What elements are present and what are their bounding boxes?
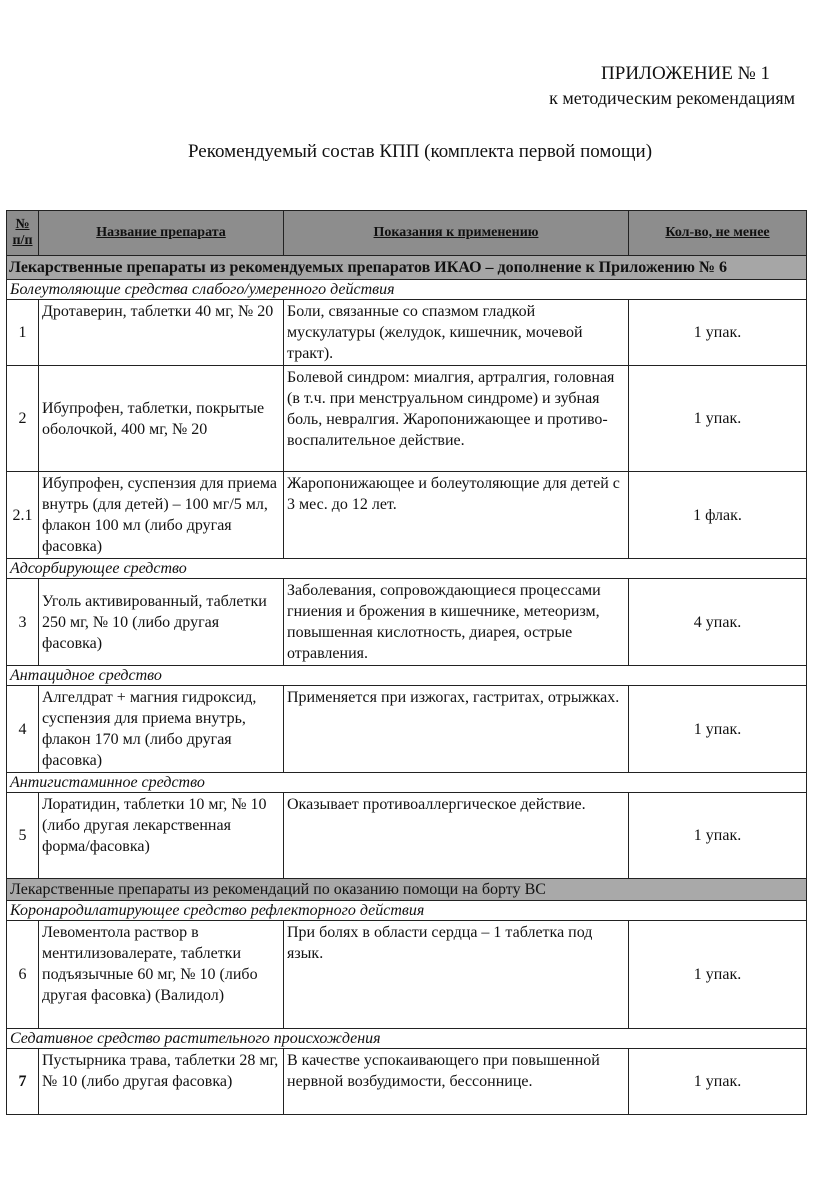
row-name: Пустырника трава, таблетки 28 мг, № 10 (либо другая фасовка): [39, 1049, 284, 1115]
section-row: [7, 879, 807, 901]
row-num: 7: [7, 1049, 39, 1115]
row-num: 2: [7, 366, 39, 472]
table-row: [7, 1049, 807, 1115]
row-indications: Болевой синдром: миалгия, артралгия, головная (в т.ч. при менструальном синдроме) и зубная боль, невралгия. Жаропонижающее и противо-воспалительное действие.: [284, 366, 629, 472]
appendix-header: [549, 62, 795, 110]
table-header-row: [7, 211, 807, 256]
category-title: Седативное средство растительного происхождения: [7, 1029, 807, 1049]
row-name: Левоментола раствор в ментилизовалерате, таблетки подъязычные 60 мг, № 10 (либо другая фасовка) (Валидол): [39, 921, 284, 1029]
row-name: Алгелдрат + магния гидроксид, суспензия для приема внутрь, флакон 170 мл (либо другая фасовка): [39, 686, 284, 773]
row-indications: Применяется при изжогах, гастритах, отрыжках.: [284, 686, 629, 773]
category-title: Антигистаминное средство: [7, 773, 807, 793]
category-title: Адсорбирующее средство: [7, 559, 807, 579]
table-row: [7, 793, 807, 879]
table-row: [7, 686, 807, 773]
header-num: № п/п: [7, 211, 39, 256]
row-qty: 1 упак.: [629, 921, 807, 1029]
category-title: Антацидное средство: [7, 666, 807, 686]
row-name: Ибупрофен, суспензия для приема внутрь (для детей) – 100 мг/5 мл, флакон 100 мл (либо другая фасовка): [39, 472, 284, 559]
row-num: 6: [7, 921, 39, 1029]
table-row: [7, 366, 807, 472]
row-name: Уголь активированный, таблетки 250 мг, № 10 (либо другая фасовка): [39, 579, 284, 666]
row-qty: 1 флак.: [629, 472, 807, 559]
category-row: [7, 1029, 807, 1049]
document-title: Рекомендуемый состав КПП (комплекта первой помощи): [187, 141, 653, 162]
header-name: Название препарата: [39, 211, 284, 256]
category-row: [7, 773, 807, 793]
table-row: [7, 300, 807, 366]
category-row: [7, 559, 807, 579]
row-indications: Заболевания, сопровождающиеся процессами гниения и брожения в кишечнике, метеоризм, повышенная кислотность, диарея, острые отравления.: [284, 579, 629, 666]
section-title: Лекарственные препараты из рекомендаций по оказанию помощи на борту ВС: [7, 879, 807, 901]
row-name: Ибупрофен, таблетки, покрытые оболочкой, 400 мг, № 20: [39, 366, 284, 472]
category-title: Коронародилатирующее средство рефлекторного действия: [7, 901, 807, 921]
row-qty: 1 упак.: [629, 300, 807, 366]
row-qty: 1 упак.: [629, 366, 807, 472]
row-num: 1: [7, 300, 39, 366]
category-row: [7, 901, 807, 921]
row-num: 4: [7, 686, 39, 773]
table-row: [7, 579, 807, 666]
section-row: [7, 256, 807, 280]
row-name: Дротаверин, таблетки 40 мг, № 20: [39, 300, 284, 366]
first-aid-kit-table: [6, 210, 807, 1115]
row-indications: В качестве успокаивающего при повышенной нервной возбудимости, бессоннице.: [284, 1049, 629, 1115]
row-indications: Оказывает противоаллергическое действие.: [284, 793, 629, 879]
row-qty: 1 упак.: [629, 793, 807, 879]
appendix-reference: к методическим рекомендациям: [549, 88, 795, 108]
row-num: 5: [7, 793, 39, 879]
section-title: Лекарственные препараты из рекомендуемых препаратов ИКАО – дополнение к Приложению № 6: [7, 256, 807, 280]
row-qty: 1 упак.: [629, 686, 807, 773]
category-row: [7, 666, 807, 686]
row-num: 3: [7, 579, 39, 666]
table-row: [7, 472, 807, 559]
category-title: Болеутоляющие средства слабого/умеренного действия: [7, 280, 807, 300]
header-qty: Кол-во, не менее: [629, 211, 807, 256]
appendix-number: ПРИЛОЖЕНИЕ № 1: [601, 63, 770, 84]
row-qty: 4 упак.: [629, 579, 807, 666]
row-qty: 1 упак.: [629, 1049, 807, 1115]
row-num: 2.1: [7, 472, 39, 559]
row-name: Лоратидин, таблетки 10 мг, № 10 (либо другая лекарственная форма/фасовка): [39, 793, 284, 879]
row-indications: При болях в области сердца – 1 таблетка под язык.: [284, 921, 629, 1029]
row-indications: Жаропонижающее и болеутоляющие для детей с 3 мес. до 12 лет.: [284, 472, 629, 559]
row-indications: Боли, связанные со спазмом гладкой мускулатуры (желудок, кишечник, мочевой тракт).: [284, 300, 629, 366]
category-row: [7, 280, 807, 300]
header-indications: Показания к применению: [284, 211, 629, 256]
table-row: [7, 921, 807, 1029]
